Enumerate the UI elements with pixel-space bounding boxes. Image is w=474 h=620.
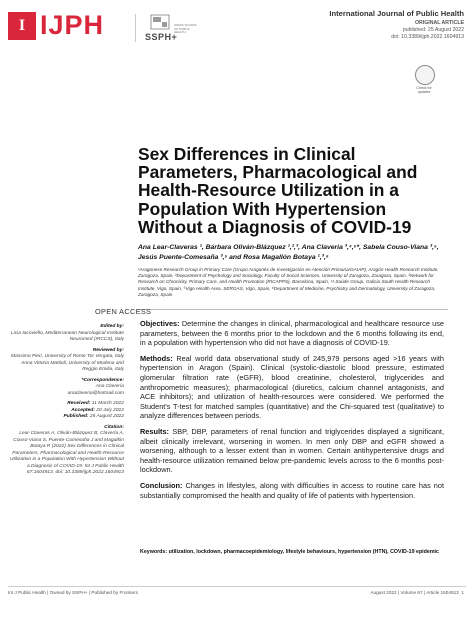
affiliations: ¹Aragonese Research Group in Primary Care (Grupo Aragonés de Investigación en Atención Primaria/GAIAP), Aragón Health Research Institute, Zaragoza, Spain, ²Department of Psychology and Sociology, Faculty of Social Sciences, University of Zaragoza, Zaragoza, Spain, ³Network for Research on Chronicity, Primary Care, and Health Promotion (RICAPPS), Barcelona, Spain, ⁴I-Saúde Group, Galicia South Health Research Institute, Vigo, Spain, ⁵Vigo Health Area, SERGAS, Vigo, Spain, ⁶Department of Medicine, Psychiatry and Dermatology, University of Zaragoza, Zaragoza, Spain [138, 267, 439, 297]
results-text: SBP, DBP, parameters of renal function and triglycerides displayed a significant, albeit clinically irrelevant, worsening in women. In men only DBP and eGFR showed a worsening, although to a lesser extent than in women. Certain antihypertensive drugs and health-resource utilization remained below pre-pandemic levels across to the 6 months post-lockdown. [140, 426, 444, 475]
abstract-objectives [140, 319, 444, 348]
methods-text: Real world data observational study of 245,979 persons aged >16 years with hypertension in Aragon (Spain). Clinical (systolic-diastolic blood pressure, estimated glomerular filtration rate (eGFR), blood creatinine, cholesterol, triglycerides and anthropometric measures); pharmacological (diuretics, calcium channel antagonists, and ACE inhibitors); and utilization of health-resources were considered. We performed the Student's T-test for matched samples (quantitative) and the Chi-squared test (qualitative) to analyze differences between periods. [140, 353, 444, 421]
reviewer-2: Anna Vittoria Mattioli, University of Modena and Reggio Emilia, Italy [21, 360, 124, 372]
abstract-results [140, 427, 444, 475]
citation-label: Citation: [104, 424, 124, 430]
edited-by-label: Edited by: [100, 324, 124, 329]
ssph-logo-text: SSPH+ [145, 32, 178, 42]
author-line-2[interactable]: Jesús Puente-Comesaña ³,⁵ and Rosa Magallón Botaya ¹,³,⁶ [138, 254, 329, 262]
ijph-logo-mark: I [8, 12, 36, 40]
footer-journal-info: Int J Public Health | Owned by SSPH+ | Published by Frontiers [8, 590, 138, 595]
page-number: 1 [461, 590, 464, 595]
article-dates [8, 401, 124, 421]
objectives-label: Objectives: [140, 319, 180, 328]
results-label: Results: [140, 426, 169, 436]
conclusion-text: Changes in lifestyles, along with difficulties in access to routine care has not substantially compromised the health and quality of life of patients with hypertension. [140, 480, 445, 500]
section-divider [138, 309, 448, 310]
abstract-conclusion [140, 481, 444, 500]
article-type: ORIGINAL ARTICLE [415, 20, 464, 26]
edited-by-value: Licia Iacoviello, Mediterranean Neurological Institute Neuromed (IRCCS), Italy [10, 330, 124, 342]
keywords [140, 549, 444, 557]
author-list [138, 243, 448, 263]
correspondence-email[interactable]: anaclaveria@hotmail.com [67, 390, 124, 396]
reviewed-by-label: Reviewed by: [92, 347, 124, 353]
footer-volume: August 2022 | Volume 67 | Article 1604913 [370, 590, 459, 595]
journal-name: International Journal of Public Health [329, 9, 464, 18]
accepted-label: Accepted: [71, 407, 95, 413]
objectives-text: Determine the changes in clinical, pharmacological and healthcare resource use parameters, between the 6 months prior to the lockdown and the 6 months following its end, in a population with hypertension who did not have a diagnosis of COVID-19. [140, 319, 444, 348]
keywords-label: Keywords: [140, 549, 168, 555]
article-title: Sex Differences in Clinical Parameters, Pharmacological and Health-Resource Utilization in a Population With Hypertension Without a Diagnosis of COVID-19 [138, 144, 418, 237]
abstract [140, 319, 444, 506]
accepted-date: 20 July 2022 [96, 407, 124, 413]
ssph-logo-icon [149, 13, 171, 31]
footer-article-info [370, 590, 464, 595]
correspondence-name: Ana Clavería [95, 384, 124, 389]
check-updates-label[interactable]: Check for updates [416, 86, 432, 94]
keywords-text: utilization, lockdown, pharmacoepidemiology, lifestyle behaviours, hypertension (HTN), COVID-19 epidemic [168, 549, 439, 555]
received-date: 11 March 2022 [91, 401, 124, 406]
footer-divider [8, 586, 466, 587]
doi-header[interactable]: doi: 10.3389/ijph.2022.1604913 [391, 34, 464, 40]
ijph-logo-text: IJPH [40, 10, 105, 40]
author-line-1[interactable]: Ana Lear-Claveras ¹, Bárbara Oliván-Blázquez ¹,²,³, Ana Claveria ³,⁴,⁵*, Sabela Couso-Viana ³,⁵, [138, 244, 439, 251]
published-date: 25 August 2022 [89, 414, 124, 419]
ssph-logo-subtext: SWISS SCHOOL OF PUBLIC HEALTH [174, 23, 198, 34]
header-divider [135, 14, 136, 42]
article-info-sidebar [8, 324, 124, 481]
citation-text: Lear-Claveras A, Oliván-Blázquez B, Clavería A, Couso-Viana S, Puente-Comesaña J and Magallón Botaya R (2022) Sex Differences in Clinical Parameters, Pharmacological and Health-Resource Utilization in a Population With Hypertension Without a Diagnosis of COVID-19. Int J Public Health 67:1604913. doi: 10.3389/ijph.2022.1604913 [9, 431, 124, 475]
check-updates-icon[interactable] [415, 65, 435, 85]
conclusion-label: Conclusion: [140, 480, 183, 490]
reviewer-1: Massimo Pieri, University of Rome Tor Vergata, Italy [11, 354, 124, 359]
abstract-methods [140, 354, 444, 421]
open-access-label: OPEN ACCESS [95, 307, 152, 316]
published-date-header: published: 25 August 2022 [402, 27, 464, 33]
received-label: Received: [67, 401, 91, 406]
correspondence-label: *Correspondence: [81, 377, 124, 383]
methods-label: Methods: [140, 353, 173, 363]
published-label: Published: [63, 414, 89, 419]
